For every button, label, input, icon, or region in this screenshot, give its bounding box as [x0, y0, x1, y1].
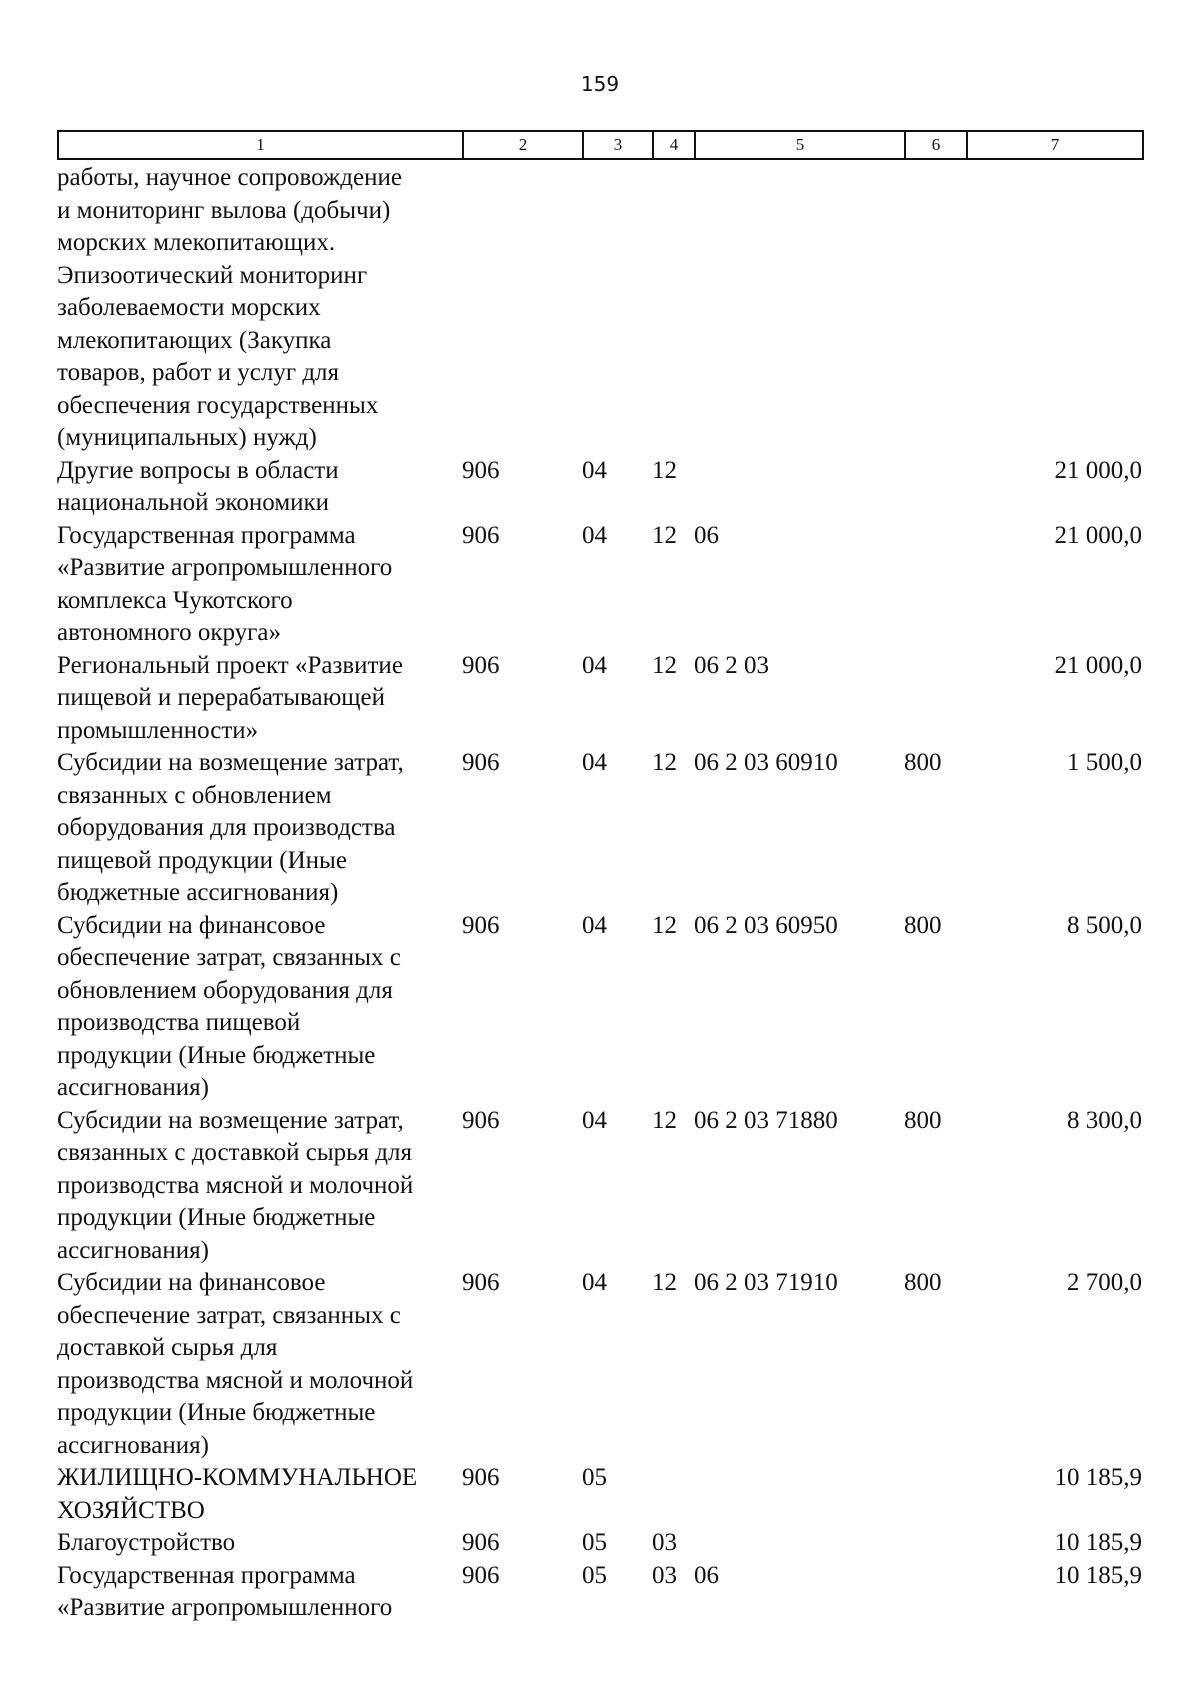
row-subsection-cell: 12	[652, 521, 677, 549]
row-target-cell	[694, 455, 904, 520]
row-subsection-cell: 12	[652, 1269, 677, 1296]
table-row	[57, 1462, 1142, 1527]
column-number-5: 5	[695, 131, 905, 159]
row-name-cell: Субсидии на финансовое обеспечение затрат, связанных с доставкой сырья для производства мясной и молочной продукции (Иные бюджетные ассигнования)	[57, 1269, 414, 1459]
row-section-cell: 04	[582, 1106, 607, 1134]
row-section-cell: 04	[582, 521, 607, 549]
row-subsection-cell	[652, 1462, 694, 1527]
row-subsection-cell: 03	[652, 1561, 677, 1589]
column-number-3: 3	[583, 131, 653, 159]
row-section-cell: 04	[582, 749, 607, 776]
row-target-cell: 06	[694, 521, 719, 549]
row-amount-cell: 21 000,0	[1054, 651, 1142, 679]
row-name-cell: Государственная программа «Развитие агропромышленного комплекса Чукотского автономного округа»	[57, 521, 393, 646]
row-type-cell	[904, 455, 966, 520]
column-number-1: 1	[58, 131, 463, 159]
row-subsection-cell: 12	[652, 651, 677, 679]
row-code-cell: 906	[462, 521, 500, 549]
column-number-4: 4	[653, 131, 695, 159]
row-type-cell	[904, 650, 966, 748]
row-type-cell: 800	[904, 749, 942, 776]
row-subsection-cell: 03	[652, 1529, 677, 1556]
row-code-cell: 906	[462, 1106, 500, 1134]
row-section-cell: 05	[582, 1561, 607, 1589]
column-number-header	[57, 130, 1144, 160]
table-row	[57, 910, 1142, 1105]
row-target-cell: 06	[694, 1561, 719, 1589]
column-number-7: 7	[967, 131, 1143, 159]
row-type-cell: 800	[904, 1269, 942, 1296]
row-subsection-cell: 12	[652, 911, 677, 939]
row-code-cell: 906	[462, 749, 500, 776]
row-type-cell: 800	[904, 1106, 942, 1134]
table-row	[57, 1267, 1142, 1462]
row-code-cell: 906	[462, 1269, 500, 1296]
row-amount-cell	[966, 162, 1142, 455]
row-subsection-cell: 12	[652, 749, 677, 776]
row-target-cell: 06 2 03	[694, 651, 769, 679]
row-name-cell: Субсидии на возмещение затрат, связанных с обновлением оборудования для производства пищевой продукции (Иные бюджетные ассигнования)	[57, 749, 404, 906]
column-number-2: 2	[463, 131, 583, 159]
row-section-cell: 04	[582, 456, 607, 484]
row-code-cell: 906	[462, 911, 500, 939]
row-section-cell	[582, 162, 652, 455]
row-code-cell: 906	[462, 651, 500, 679]
row-type-cell	[904, 1560, 966, 1625]
row-name-cell: работы, научное сопровождение и мониторинг вылова (добычи) морских млекопитающих. Эпизоотический мониторинг заболеваемости морских млекопитающих (Закупка товаров, работ и услуг для обеспечения государственных (муниципальных) нужд)	[57, 164, 402, 451]
row-name-cell: Субсидии на финансовое обеспечение затрат, связанных с обновлением оборудования для производства пищевой продукции (Иные бюджетные ассигнования)	[57, 911, 401, 1101]
row-name-cell: Субсидии на возмещение затрат, связанных с доставкой сырья для производства мясной и молочной продукции (Иные бюджетные ассигнования)	[57, 1106, 414, 1264]
row-target-cell: 06 2 03 71880	[694, 1106, 838, 1134]
row-target-cell: 06 2 03 71910	[694, 1269, 838, 1296]
column-number-6: 6	[905, 131, 967, 159]
row-amount-cell: 21 000,0	[1054, 456, 1142, 484]
row-subsection-cell	[652, 162, 694, 455]
row-section-cell: 04	[582, 1269, 607, 1296]
row-name-cell: Региональный проект «Развитие пищевой и перерабатывающей промышленности»	[57, 651, 403, 744]
row-name-cell: Другие вопросы в области национальной экономики	[57, 456, 339, 516]
table-row	[57, 455, 1142, 520]
table-row	[57, 1560, 1142, 1625]
row-code-cell	[462, 162, 582, 455]
row-code-cell: 906	[462, 1529, 500, 1556]
budget-table	[57, 162, 1142, 1625]
row-target-cell: 06 2 03 60950	[694, 911, 838, 939]
table-row	[57, 520, 1142, 650]
row-subsection-cell: 12	[652, 456, 677, 484]
row-code-cell: 906	[462, 456, 500, 484]
row-type-cell	[904, 520, 966, 650]
table-row	[57, 650, 1142, 748]
column-number-row	[58, 131, 1143, 159]
row-amount-cell: 8 500,0	[1067, 911, 1142, 939]
table-row	[57, 162, 1142, 455]
row-target-cell	[694, 1462, 904, 1527]
row-amount-cell: 21 000,0	[1054, 521, 1142, 549]
row-type-cell: 800	[904, 911, 942, 939]
row-amount-cell: 10 185,9	[1054, 1561, 1142, 1589]
row-type-cell	[904, 1527, 966, 1560]
row-name-cell: ЖИЛИЩНО-КОММУНАЛЬНОЕ ХОЗЯЙСТВО	[57, 1464, 418, 1524]
row-amount-cell: 2 700,0	[1067, 1269, 1142, 1296]
row-code-cell: 906	[462, 1464, 500, 1491]
row-code-cell: 906	[462, 1561, 500, 1589]
row-amount-cell: 10 185,9	[1054, 1529, 1142, 1556]
row-amount-cell: 1 500,0	[1067, 749, 1142, 776]
row-section-cell: 05	[582, 1529, 607, 1556]
table-row	[57, 1527, 1142, 1560]
row-target-cell	[694, 162, 904, 455]
row-target-cell	[694, 1527, 904, 1560]
row-type-cell	[904, 1462, 966, 1527]
row-subsection-cell: 12	[652, 1106, 677, 1134]
row-name-cell: Благоустройство	[57, 1529, 236, 1556]
row-type-cell	[904, 162, 966, 455]
row-section-cell: 04	[582, 651, 607, 679]
row-target-cell: 06 2 03 60910	[694, 749, 838, 776]
page-number: 159	[580, 72, 620, 96]
table-row	[57, 747, 1142, 910]
row-name-cell: Государственная программа «Развитие агропромышленного	[57, 1561, 393, 1621]
row-section-cell: 05	[582, 1464, 607, 1491]
row-amount-cell: 10 185,9	[1054, 1464, 1142, 1491]
row-section-cell: 04	[582, 911, 607, 939]
table-row	[57, 1105, 1142, 1268]
row-amount-cell: 8 300,0	[1067, 1106, 1142, 1134]
